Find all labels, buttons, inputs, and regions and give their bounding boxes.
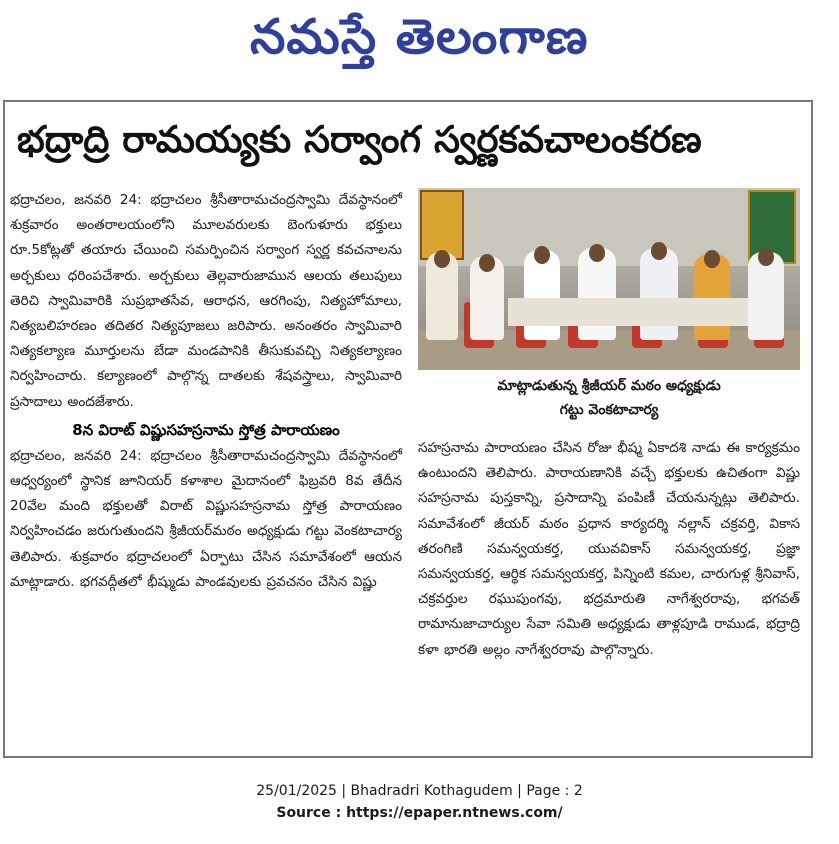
photo-table bbox=[508, 298, 748, 326]
article-photo bbox=[418, 188, 800, 370]
masthead bbox=[0, 0, 839, 76]
article-subheading: 8న విరాట్ విష్ణుసహస్రనామ స్తోత్ర పారాయణం bbox=[72, 420, 340, 439]
photo-person-head bbox=[704, 250, 720, 268]
photo-caption-line-2: గట్టు వెంకటాచార్య bbox=[559, 402, 659, 418]
article-paragraph-3: సహస్రనామ పారాయణం చేసిన రోజు భీష్మ ఏకాదశి నాడు ఈ కార్యక్రమం ఉంటుందని తెలిపారు. పారాయణానికి వచ్చే భక్తులకు ఉచితంగా విష్ణు సహస్రనామ పుస్తకాన్ని, ప్రసాదాన్ని పంపిణీ చేయనున్నట్లు తెలిపారు. సమావేశంలో జీయర్ మఠం ప్రధాన కార్యదర్శి నల్లాన్ చక్రవర్తి, వికాస తరంగిణి సమన్వయకర్త, యువవికాస్ సమన్వయకర్త, ప్రజ్ఞా సమన్వయకర్త, ఆర్థిక సమన్వయకర్త, పిన్నింటి కమల, చారుగుళ్ల శ్రీనివాస్, చక్రవర్తుల రఘుపుంగవు, భద్రమారుతి నాగేశ్వరరావు, భగవత్ రామానుజాచార్యుల సేవా సమితి అధ్యక్షుడు తాళ్లపూడి రాముడ, భద్రాద్రి కళా భారతి అల్లం నాగేశ్వరరావు పాల్గొన్నారు. bbox=[418, 440, 800, 658]
photo-person-head bbox=[534, 246, 550, 264]
photo-person-head bbox=[479, 254, 495, 272]
article-paragraph-2: భద్రాచలం, జనవరి 24: భద్రాచలం శ్రీసీతారామచంద్రస్వామి దేవస్థానంలో ఆధ్వర్యంలో స్థానిక జూనియర్ కళాశాల మైదానంలో ఫిబ్రవరి 8వ తేదీన 20వేల మంది భక్తులతో విరాట్ విష్ణుసహస్రనామ స్తోత్ర పారాయణం నిర్వహించడం జరుగుతుందని శ్రీజీయర్‌మఠం అధ్యక్షుడు గట్టు వెంకటాచార్య తెలిపారు. శుక్రవారం భద్రాచలంలో ఏర్పాటు చేసిన సమావేశంలో ఆయన మాట్లాడారు. భగవద్గీతలో భీష్ముడు పాండవులకు ప్రవచనం చేసిన విష్ణు bbox=[10, 447, 402, 590]
photo-person-head bbox=[651, 242, 667, 260]
photo-person bbox=[640, 248, 678, 340]
footer-source: Source : https://epaper.ntnews.com/ bbox=[276, 805, 563, 821]
photo-caption-line-1: మాట్లాడుతున్న శ్రీజీయర్ మఠం అధ్యక్షుడు bbox=[497, 378, 721, 394]
newspaper-logo-title: నమస్తే తెలంగాణ bbox=[250, 9, 589, 65]
right-column bbox=[418, 436, 800, 663]
footer-date-page: 25/01/2025 | Bhadradri Kothagudem | Page : 2 bbox=[256, 783, 583, 799]
article-paragraph-1: భద్రాచలం, జనవరి 24: భద్రాచలం శ్రీసీతారామచంద్రస్వామి దేవస్థానంలో శుక్రవారం అంతరాలయంలోని మూలవరులకు బెంగుళూరు భక్తులు రూ.5కోట్లతో తయారు చేయించి సమర్పించిన సర్వాంగ స్వర్ణ కవచనాలను అర్చకులు ధరింపచేశారు. అర్చకులు తెల్లవారుజామున ఆలయ తలుపులు తెరిచి స్వామివారికి సుప్రభాతసేవ, ఆరాధన, ఆరగింపు, నిత్యహోమాలు, నిత్యబలిహరణం తదితర నిత్యపూజలు జరిపారు. అనంతరం స్వామివారి నిత్యకల్యాణ మూర్తులను బేడా మండపానికి తీసుకువచ్చి నిత్యకల్యాణం నిర్వహించారు. కల్యాణంలో పాల్గొన్న దాతలకు శేషవస్త్రాలు, స్వామివారి ప్రసాదాలు అందజేశారు. bbox=[10, 192, 402, 410]
photo-person-head bbox=[589, 244, 605, 262]
left-column bbox=[10, 188, 402, 595]
photo-person-head bbox=[758, 248, 774, 266]
page-footer bbox=[0, 780, 839, 824]
photo-caption bbox=[418, 374, 800, 422]
article-headline: భద్రాద్రి రామయ్యకు సర్వాంగ స్వర్ణకవచాలంకరణ bbox=[17, 118, 702, 161]
photo-person-head bbox=[434, 250, 450, 268]
